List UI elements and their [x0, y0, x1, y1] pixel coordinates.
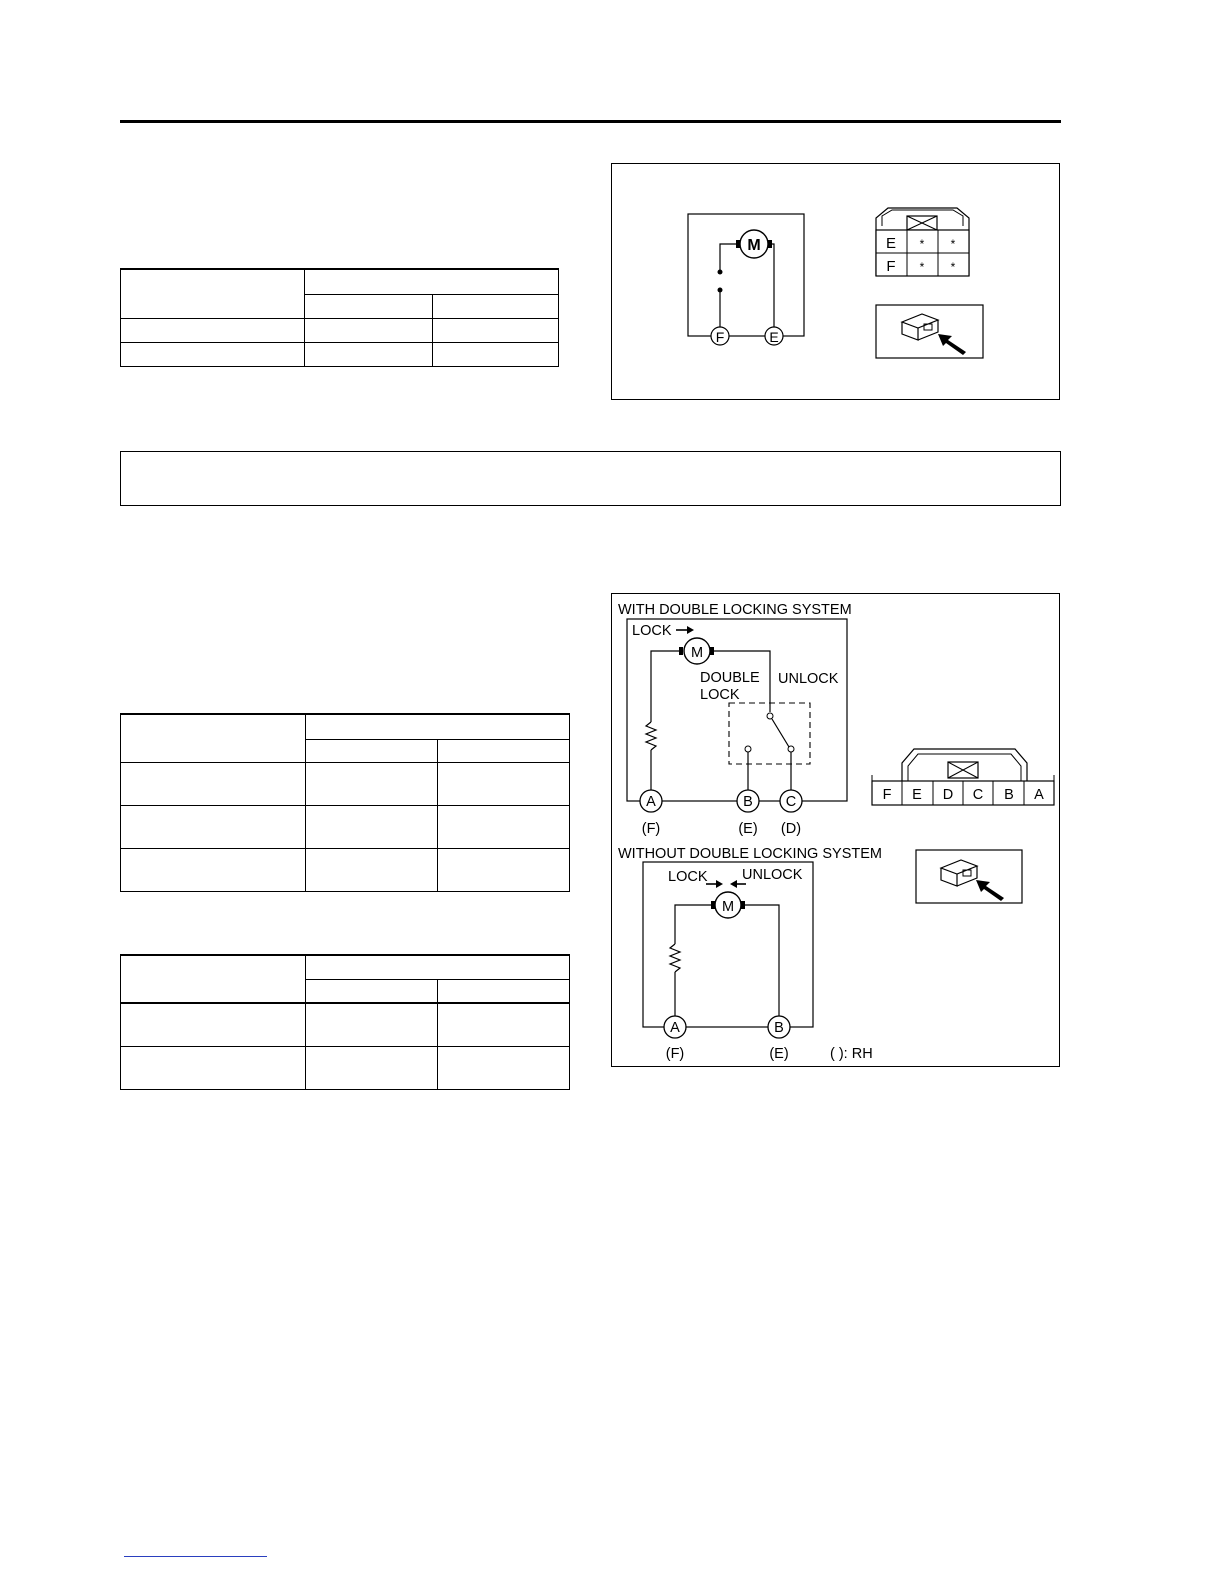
svg-text:M: M	[721, 899, 735, 915]
terminal-b	[768, 1016, 790, 1038]
table-cell	[121, 1046, 306, 1089]
table-cell	[433, 342, 559, 366]
table-cell	[438, 1046, 570, 1089]
unlock-label: UNLOCK	[778, 671, 839, 687]
table-cell	[121, 714, 306, 762]
terminal-e	[765, 327, 783, 345]
svg-text:C: C	[972, 787, 984, 803]
table-cell	[121, 318, 305, 342]
table-cell	[438, 762, 570, 805]
terminal-a	[640, 790, 662, 812]
svg-text:M: M	[747, 237, 761, 254]
terminal-c	[780, 790, 802, 812]
motor-icon	[736, 230, 772, 258]
motor-icon	[711, 892, 745, 918]
table-cell	[121, 805, 306, 848]
without-unlock-label: UNLOCK	[742, 867, 803, 883]
double-lock-label-1: DOUBLE	[700, 670, 760, 686]
table-cell	[433, 294, 559, 318]
terminal-b	[737, 790, 759, 812]
svg-text:E: E	[769, 329, 779, 345]
double-lock-switch-area	[729, 703, 810, 764]
table-cell	[306, 955, 570, 979]
arrow-right-icon	[706, 880, 723, 888]
table-cell	[305, 342, 433, 366]
double-lock-label-2: LOCK	[700, 687, 740, 703]
table-cell	[433, 318, 559, 342]
svg-text:*: *	[950, 260, 956, 274]
arrow-right-icon	[676, 626, 694, 634]
table-cell	[438, 739, 570, 762]
table-cell	[121, 762, 306, 805]
table-cell	[306, 979, 438, 1003]
continuity-table-2	[120, 713, 570, 892]
table-cell	[121, 955, 306, 1003]
table-cell	[438, 848, 570, 891]
rh-pin-label: (E)	[769, 1046, 789, 1062]
terminal-f	[711, 327, 729, 345]
figure-motor-connector-top	[611, 163, 1060, 400]
svg-text:B: B	[1004, 787, 1014, 803]
table-cell	[121, 848, 306, 891]
svg-text:*: *	[950, 237, 956, 251]
without-double-locking-title: WITHOUT DOUBLE LOCKING SYSTEM	[618, 846, 882, 862]
table-cell	[121, 269, 305, 318]
table-cell	[438, 805, 570, 848]
figure-door-lock-actuator	[611, 593, 1060, 1067]
rh-pin-label: (E)	[738, 821, 758, 837]
lock-label: LOCK	[632, 623, 672, 639]
svg-text:E: E	[912, 787, 922, 803]
table-cell	[306, 739, 438, 762]
connector-face	[876, 208, 969, 276]
motor-icon	[679, 638, 714, 664]
harness-side-connector-icon	[916, 850, 1022, 903]
svg-text:F: F	[882, 787, 892, 803]
footer-link-underline[interactable]	[124, 1556, 267, 1557]
svg-text:F: F	[715, 329, 725, 345]
table-cell	[305, 294, 433, 318]
svg-text:C: C	[785, 794, 797, 810]
with-double-locking-title: WITH DOUBLE LOCKING SYSTEM	[618, 602, 852, 618]
table-cell	[306, 848, 438, 891]
terminal-a	[664, 1016, 686, 1038]
table-cell	[306, 805, 438, 848]
table-cell	[305, 318, 433, 342]
svg-text:*: *	[919, 260, 925, 274]
table-cell	[438, 1003, 570, 1046]
rh-pin-label: (D)	[780, 821, 802, 837]
connector-face	[872, 749, 1054, 805]
svg-text:F: F	[886, 258, 896, 275]
rh-pin-label: (F)	[641, 821, 661, 837]
svg-text:B: B	[743, 794, 753, 810]
header-rule	[120, 120, 1061, 123]
table-cell	[121, 1003, 306, 1046]
note-box	[120, 451, 1061, 506]
table-cell	[306, 762, 438, 805]
continuity-table-3	[120, 954, 570, 1090]
svg-text:B: B	[774, 1020, 784, 1036]
svg-text:D: D	[942, 787, 954, 803]
table-cell	[438, 979, 570, 1003]
table-cell	[306, 714, 570, 739]
table-cell	[121, 342, 305, 366]
rh-note: ( ): RH	[830, 1046, 873, 1062]
without-lock-label: LOCK	[668, 869, 708, 885]
svg-text:A: A	[646, 794, 656, 810]
svg-text:A: A	[670, 1020, 680, 1036]
svg-text:A: A	[1034, 787, 1044, 803]
table-cell	[306, 1003, 438, 1046]
continuity-table-1	[120, 268, 559, 367]
rh-pin-label: (F)	[665, 1046, 685, 1062]
table-cell	[306, 1046, 438, 1089]
resistor-icon	[670, 944, 680, 972]
resistor-icon	[646, 722, 656, 750]
svg-text:E: E	[885, 235, 897, 252]
table-cell	[305, 269, 559, 294]
svg-text:M: M	[690, 645, 704, 661]
svg-text:*: *	[919, 237, 925, 251]
harness-side-connector-icon	[876, 305, 983, 358]
